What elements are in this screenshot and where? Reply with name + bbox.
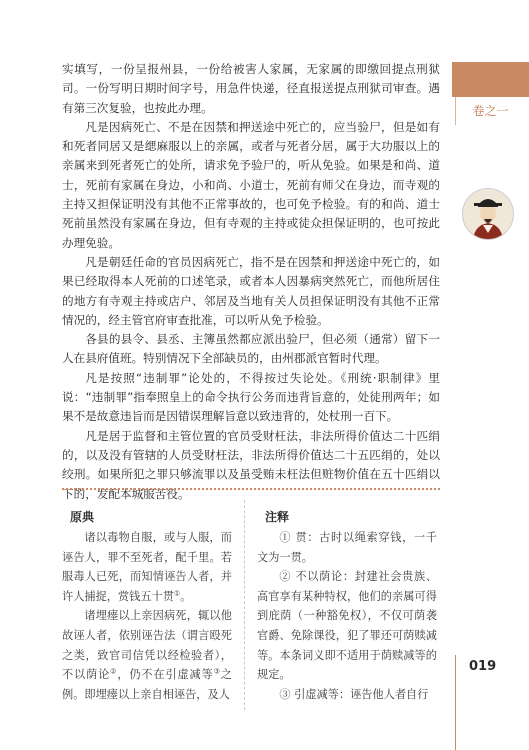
chapter-label: 卷之一	[472, 104, 509, 118]
original-paragraph	[62, 528, 232, 606]
notes-text	[257, 528, 437, 704]
note-item: ③ 引虚减等：诬告他人者自行	[279, 687, 429, 701]
body-paragraph: 凡是因病死亡、不是在因禁和押送途中死亡的，应当验尸，但是如有和死者同居又是缌麻服以上的亲属，或者与死者分居，属于大功服以上的亲属来到死者死亡的处所，请求免予验尸的，听从免验。如果是和尚、道士，死前有家属在身边，小和尚、小道士，死前有师父在身边，而寺观的主持又担保证明没有其他不正常事故的，也可免予检验。有的和尚、道士死前虽然没有家属在身边，但有寺观的主持或徒众担保证明的，也可按此办理免验。	[62, 119, 440, 250]
main-body-text	[62, 60, 440, 504]
page-number: 019	[469, 659, 497, 674]
body-paragraph: 凡是朝廷任命的官员因病死亡，指不是在因禁和押送途中死亡的，如果已经取得本人死前的口述笔录，或者本人因暴病突然死亡，而他所居住的地方有寺观主持或店户、邻居及当地有关人员担保证明没有其他不正常情况的，经主管官府审查批准，可以听从免予检验。	[62, 254, 440, 327]
footnote-ref: ①	[173, 589, 181, 598]
page-edge-line	[455, 655, 456, 750]
author-portrait	[462, 188, 514, 240]
notes-heading: 注释	[265, 510, 290, 524]
note-item: ① 贯：古时以绳索穿钱，一千文为一贯。	[257, 531, 437, 564]
original-text-span: 诸埋瘗以上亲因病死，辄以他故诬人者，依别诬告法（谓言殴死之类，致官司信凭以经检验者），不以荫论	[62, 609, 232, 682]
body-paragraph: 凡是按照“违制罪”论处的，不得按过失论处。《刑统·职制律》里说：“违制罪”指奉照皇上的命令执行公务而违背旨意的，处徒刑两年；如果不是故意违旨而是因错误理解旨意以致违背的，处杖刑一百下。	[62, 370, 440, 424]
original-text-heading: 原典	[70, 510, 95, 524]
note-item: ② 不以荫论：封建社会贵族、高官享有某种特权，他们的亲属可得到庇荫（一种豁免权），不仅可荫袭官爵、免除课役，犯了罪还可荫赎减等。本条词义即不适用于荫赎减等的规定。	[257, 570, 437, 682]
footnote-ref: ③	[213, 667, 221, 676]
original-text-span: 诸以毒物自服，或与人服，而诬告人，罪不至死者，配千里。若服毒人已死，而知情诬告人者，并许人捕捉，赏钱五十贯	[62, 531, 232, 603]
original-text-span: 。	[180, 589, 192, 603]
chapter-tab-band	[452, 62, 529, 97]
section-divider	[62, 488, 440, 490]
column-divider	[244, 500, 245, 710]
body-paragraph: 凡是居于监督和主管位置的官员受财枉法，非法所得价值达二十匹绢的，以及没有管辖的人员受财枉法，非法所得价值达二十五匹绢的，处以绞刑。如果所犯之罪只够流罪以及虽受贿未枉法但赃物价值在五十匹绢以下的，发配本城服苦役。	[62, 428, 440, 501]
portrait-illustration	[463, 189, 513, 239]
original-text-span: 之例。即埋瘗以上亲自相诬告，及人	[62, 668, 232, 701]
original-text	[62, 528, 232, 704]
footnote-ref: ②	[110, 667, 118, 676]
body-paragraph: 各县的县令、县丞、主簿虽然都应派出验尸，但必须（通常）留下一人在县府值班。特别情况下全部缺员的，由州郡派官暂时代理。	[62, 332, 440, 366]
original-text-span: ，仍不在引虚减等	[117, 668, 214, 682]
original-paragraph	[62, 606, 232, 704]
body-paragraph: 实填写，一份呈报州县，一份给被害人家属，无家属的即缴回提点刑狱司。一份写明日期时间字号，用急件快递，径直报送提点刑狱司审查。遇有第三次复验，也按此办理。	[62, 62, 440, 115]
